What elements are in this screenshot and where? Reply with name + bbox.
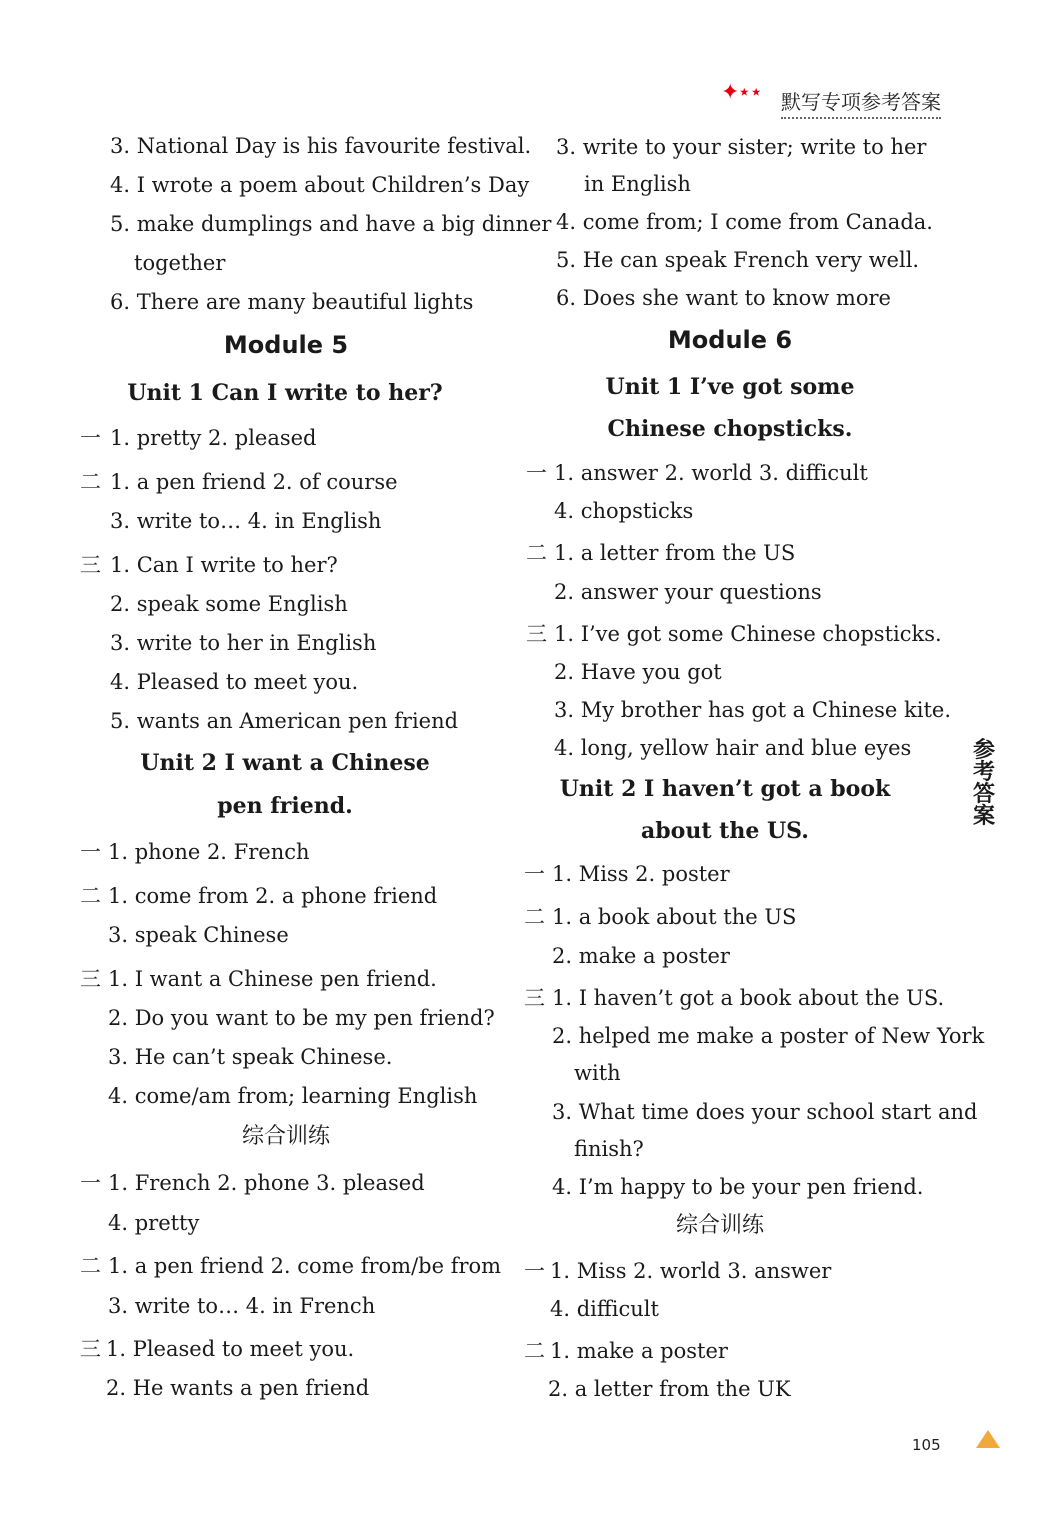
answer-line: 3. write to her in English [110,631,377,655]
unit-title-cont: about the US. [641,818,809,844]
answer-line: with [574,1061,621,1085]
answer-line: finish? [574,1137,644,1161]
answer-line: 4. long, yellow hair and blue eyes [554,736,912,760]
unit-title: Unit 2 I want a Chinese [140,750,430,776]
answer-line: 2. Have you got [554,660,722,684]
section-marker: 一 [526,461,547,485]
answer-line: 1. I’ve got some Chinese chopsticks. [554,622,942,646]
answer-line: 5. He can speak French very well. [556,248,920,272]
answer-line: 4. difficult [550,1297,659,1321]
answer-line: 5. make dumplings and have a big dinner [110,212,552,236]
section-marker: 三 [80,967,101,991]
header-title: 默写专项参考答案 [781,86,941,119]
answer-line: 4. pretty [108,1211,200,1235]
answer-line: 1. I haven’t got a book about the US. [552,986,945,1010]
answer-line: 1. Miss 2. poster [552,862,730,886]
answer-line: 3. What time does your school start and [552,1100,978,1124]
section-marker: 三 [80,1337,101,1361]
answer-line: 6. Does she want to know more [556,286,891,310]
answer-line: 3. My brother has got a Chinese kite. [554,698,952,722]
answer-line: 3. National Day is his favourite festival. [110,134,532,158]
section-marker: 三 [524,986,545,1010]
answer-line: 1. come from 2. a phone friend [108,884,438,908]
answer-line: 2. answer your questions [554,580,822,604]
answer-line: 2. speak some English [110,592,348,616]
answer-line: 4. come/am from; learning English [108,1084,478,1108]
unit-title-cont: Chinese chopsticks. [607,416,853,442]
module-title: Module 5 [223,331,349,359]
answer-line: 1. a book about the US [552,905,797,929]
answer-line: 1. a pen friend 2. of course [110,470,398,494]
side-tab-answers [968,740,1000,828]
unit-title: Unit 1 Can I write to her? [127,380,443,406]
section-marker: 二 [524,1339,545,1363]
answer-line: in English [584,172,691,196]
section-marker: 二 [524,905,545,929]
answer-line: 1. pretty 2. pleased [110,426,317,450]
side-tab-char: 参 [972,738,995,763]
answer-line: 2. He wants a pen friend [106,1376,370,1400]
review-title: 综合训练 [241,1124,330,1149]
answer-line: 3. He can’t speak Chinese. [108,1045,393,1069]
section-marker: 二 [80,470,101,494]
answer-line: 3. speak Chinese [108,923,289,947]
section-marker: 二 [526,541,547,565]
review-title: 综合训练 [675,1213,764,1238]
section-marker: 一 [524,1259,545,1283]
answer-line: 1. Can I write to her? [110,553,338,577]
answer-line: 1. phone 2. French [108,840,310,864]
page-header [715,78,955,118]
answer-line: 5. wants an American pen friend [110,709,459,733]
answer-line: 4. come from; I come from Canada. [556,210,933,234]
answer-line: 6. There are many beautiful lights [110,290,474,314]
section-marker: 一 [524,862,545,886]
answer-line: 1. I want a Chinese pen friend. [108,967,437,991]
answer-line: 1. Miss 2. world 3. answer [550,1259,832,1283]
section-marker: 一 [80,1171,101,1195]
page-number: 105 [912,1436,941,1454]
answer-line: 2. make a poster [552,944,730,968]
answer-line: 1. a letter from the US [554,541,796,565]
answer-line: 1. answer 2. world 3. difficult [554,461,868,485]
answer-line: 4. Pleased to meet you. [110,670,359,694]
answer-line: 1. a pen friend 2. come from/be from [108,1254,502,1278]
answer-line: 1. French 2. phone 3. pleased [108,1171,425,1195]
section-marker: 二 [80,884,101,908]
side-tab-char: 考 [972,760,995,785]
answer-line: 1. Pleased to meet you. [106,1337,355,1361]
side-tab-char: 案 [972,804,995,829]
section-marker: 三 [80,553,101,577]
side-tab-char: 答 [972,782,995,807]
answer-line: 3. write to… 4. in English [110,509,382,533]
answer-line: 4. I’m happy to be your pen friend. [552,1175,924,1199]
unit-title: Unit 2 I haven’t got a book [559,776,891,802]
page-corner-triangle-icon [976,1430,1000,1448]
unit-title-cont: pen friend. [217,793,353,819]
unit-title: Unit 1 I’ve got some [605,374,855,400]
star-decoration-icon: ✦⋆⋆ [721,80,761,105]
section-marker: 一 [80,840,101,864]
answer-line: 3. write to… 4. in French [108,1294,376,1318]
answer-line: 1. make a poster [550,1339,728,1363]
answer-line: together [134,251,226,275]
module-title: Module 6 [667,326,793,354]
answer-line: 2. a letter from the UK [548,1377,791,1401]
section-marker: 二 [80,1254,101,1278]
answer-line: 3. write to your sister; write to her [556,135,927,159]
answer-line: 2. helped me make a poster of New York [552,1024,985,1048]
answer-line: 4. I wrote a poem about Children’s Day [110,173,530,197]
answer-line: 2. Do you want to be my pen friend? [108,1006,495,1030]
answer-line: 4. chopsticks [554,499,694,523]
section-marker: 一 [80,426,101,450]
section-marker: 三 [526,622,547,646]
